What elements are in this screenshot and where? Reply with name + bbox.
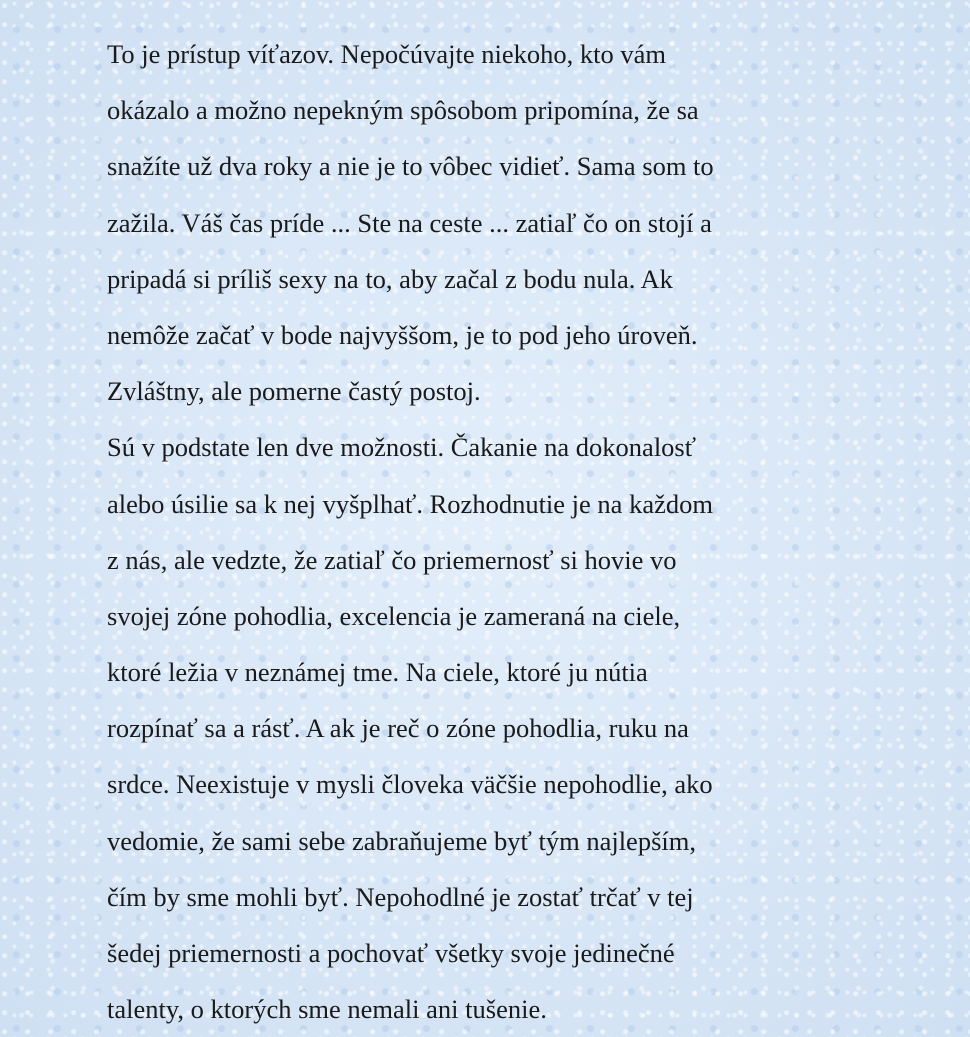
- text-line: nemôže začať v bode najvyššom, je to pod jeho úroveň.: [107, 319, 698, 350]
- text-line: zažila. Váš čas príde ... Ste na ceste ... zatiaľ čo on stojí a: [107, 207, 712, 238]
- text-line: okázalo a možno nepekným spôsobom pripomína, že sa: [107, 95, 699, 126]
- text-line: svojej zóne pohodlia, excelencia je zameraná na ciele,: [107, 600, 681, 631]
- text-line: Zvláštny, ale pomerne častý postoj.: [107, 376, 481, 407]
- text-line: ktoré ležia v neznámej tme. Na ciele, ktoré ju nútia: [107, 657, 648, 688]
- document-body: [107, 26, 897, 1037]
- text-line: To je prístup víťazov. Nepočúvajte niekoho, kto vám: [107, 39, 666, 69]
- text-line: Sú v podstate len dve možnosti. Čakanie na dokonalosť: [107, 432, 697, 463]
- text-line: alebo úsilie sa k nej vyšplhať. Rozhodnutie je na každom: [107, 488, 713, 519]
- text-line: rozpínať sa a rásť. A ak je reč o zóne pohodlia, ruku na: [107, 713, 689, 744]
- text-line: srdce. Neexistuje v mysli človeka väčšie nepohodlie, ako: [107, 769, 713, 800]
- text-line: čím by sme mohli byť. Nepohodlné je zostať trčať v tej: [107, 881, 694, 912]
- text-line: šedej priemernosti a pochovať všetky svoje jedinečné: [107, 938, 675, 968]
- text-line: pripadá si príliš sexy na to, aby začal z bodu nula. Ak: [107, 263, 673, 294]
- text-line: z nás, ale vedzte, že zatiaľ čo priemernosť si hovie vo: [107, 544, 677, 575]
- text-line: vedomie, že sami sebe zabraňujeme byť tým najlepším,: [107, 825, 696, 856]
- text-line: snažíte už dva roky a nie je to vôbec vidieť. Sama som to: [107, 151, 714, 182]
- text-line: talenty, o ktorých sme nemali ani tušenie.: [107, 994, 547, 1025]
